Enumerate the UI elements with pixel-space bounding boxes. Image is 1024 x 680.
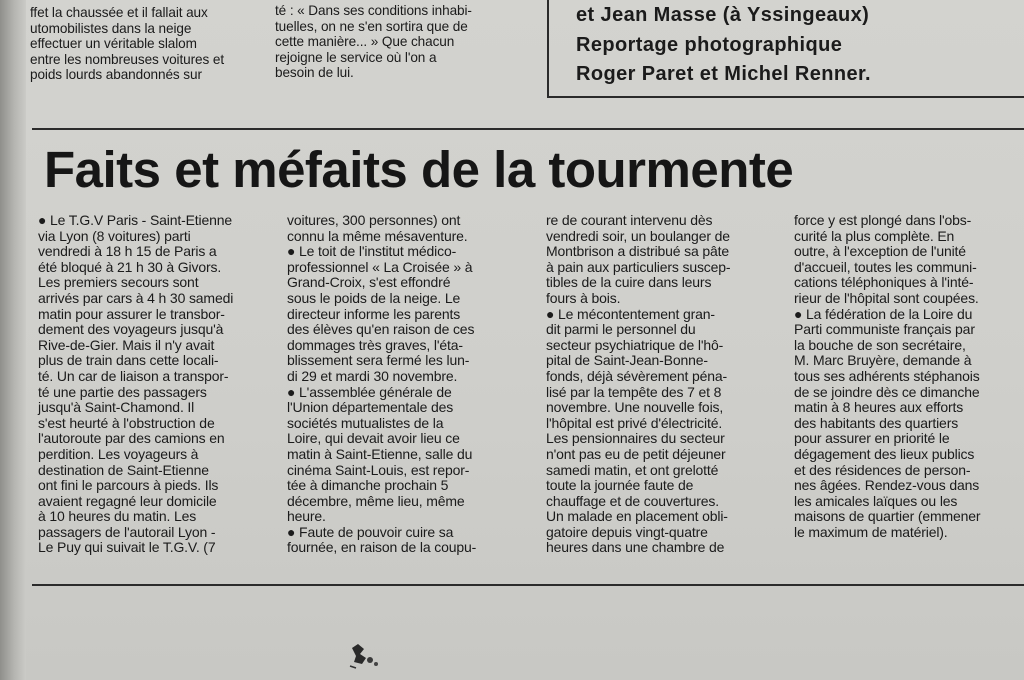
credit-photo-heading: Reportage photographique (576, 34, 843, 56)
article-headline: Faits et méfaits de la tourmente (44, 141, 794, 198)
ink-smudge-graphic (346, 640, 386, 670)
previous-article-section (0, 0, 1024, 112)
previous-article-column-2: té : « Dans ses conditions inhabi- tuelles, on ne s'en sortira que de cette manière... » Que chacun rejoigne le service où l'on a besoin de lui. (275, 3, 472, 81)
next-section-area (32, 588, 1024, 680)
article-top-rule (32, 128, 1024, 130)
article-bottom-rule (32, 584, 1024, 586)
credits-box (547, 0, 1024, 98)
article-column-2: voitures, 300 personnes) ont connu la même mésaventure. ● Le toit de l'institut médico- professionnel « La Croisée » à Grand-Croix, s'est effondré sous le poids de la neige. Le directeur informe les parents des élèves qu'en raison de ces dommages très graves, l'éta- blissement sera fermé les lun- di 29 et mardi 30 novembre. ● L'assemblée générale de l'Union départementale des sociétés mutualistes de la Loire, qui devait avoir lieu ce matin à Saint-Etienne, salle du cinéma Saint-Louis, est repor- tée à dimanche prochain 5 décembre, même lieu, même heure. ● Faute de pouvoir cuire sa fournée, en raison de la coupu- (287, 212, 477, 556)
article-column-1: ● Le T.G.V Paris - Saint-Etienne via Lyon (8 voitures) parti vendredi à 18 h 15 de Paris a été bloqué à 21 h 30 à Givors. Les premiers secours sont arrivés par cars à 4 h 30 samedi matin pour assurer le transbor- dement des voyageurs jusqu'à Rive-de-Gier. Mais il n'y avait plus de train dans cette locali- té. Un car de liaison a transpor- té une partie des passagers jusqu'à Saint-Chamond. Il s'est heurté à l'obstruction de l'autoroute par des camions en perdition. Les voyageurs à destination de Saint-Etienne ont fini le parcours à pieds. Ils avaient regagné leur domicile à 10 heures du matin. Les passagers de l'autorail Lyon - Le Puy qui suivait le T.G.V. (7 (38, 212, 234, 556)
credit-author-line: et Jean Masse (à Yssingeaux) (576, 4, 870, 26)
previous-article-column-1: ffet la chaussée et il fallait aux utomobilistes dans la neige effectuer un véritable slalom entre les nombreuses voitures et poids lourds abandonnés sur (30, 5, 225, 83)
credit-photographers: Roger Paret et Michel Renner. (576, 63, 872, 85)
article-column-4: force y est plongé dans l'obs- curité la plus complète. En outre, à l'exception de l'unité d'accueil, toutes les communi- cations téléphoniques à l'inté- rieur de l'hôpital sont coupées. ● La fédération de la Loire du Parti communiste français par la bouche de son secrétaire, M. Marc Bruyère, demande à tous ses adhérents stéphanois de se joindre dès ce dimanche matin à 8 heures aux efforts des habitants des quartiers pour assurer en priorité le dégagement des lieux publics et des résidences de person- nes âgées. Rendez-vous dans les amicales laïques ou les maisons de quartier (emmener le maximum de matériel). (794, 212, 981, 540)
article-column-3: re de courant intervenu dès vendredi soir, un boulanger de Montbrison a distribué sa pâte à pain aux particuliers suscep- tibles de la cuire dans leurs fours à bois. ● Le mécontentement gran- dit parmi le personnel du secteur psychiatrique de l'hô- pital de Saint-Jean-Bonne- fonds, déjà sévèrement péna- lisé par la tempête des 7 et 8 novembre. Une nouvelle fois, l'hôpital est privé d'électricité. Les pensionnaires du secteur n'ont pas eu de petit déjeuner samedi matin, et ont grelotté toute la journée faute de chauffage et de couvertures. Un malade en placement obli- gatoire depuis vingt-quatre heures dans une chambre de (546, 212, 731, 556)
